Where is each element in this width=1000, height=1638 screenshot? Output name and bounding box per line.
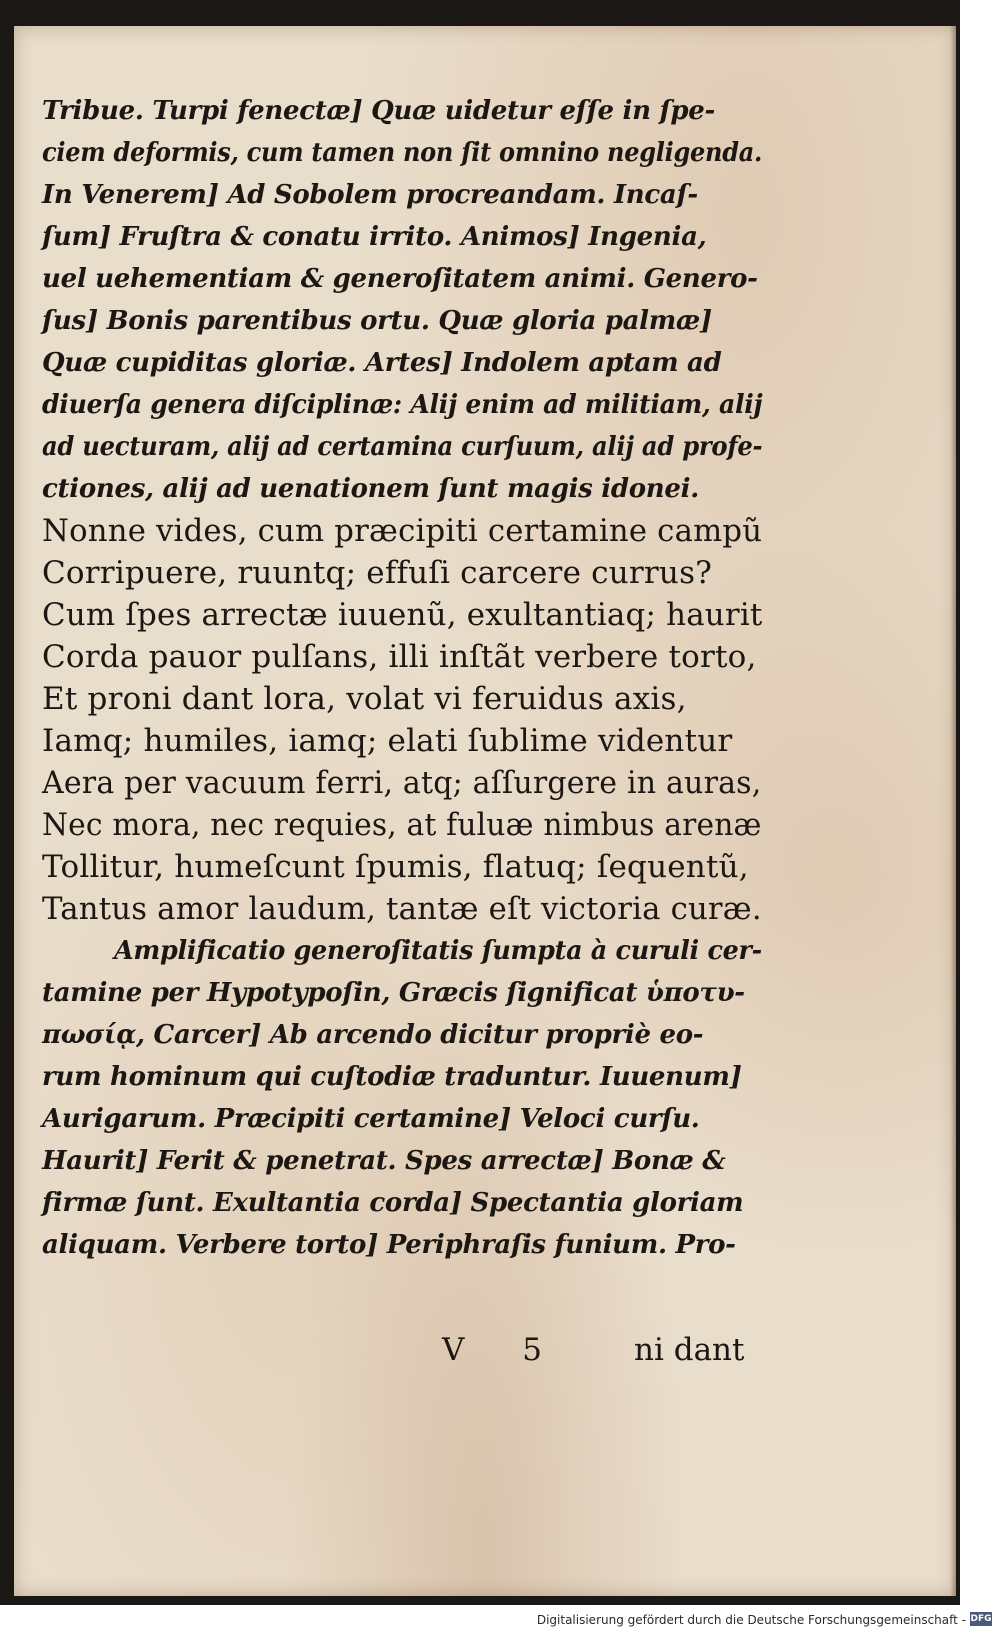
signature-mark: V 5 (442, 1332, 566, 1368)
text-line: tamine per Hypotypoſin, Græcis ſignificat ὑποτυ- (42, 978, 745, 1008)
text-line: Haurit] Ferit & penetrat. Spes arrectæ] Bonæ & (42, 1146, 726, 1176)
text-line: Quæ cupiditas gloriæ. Artes] Indolem aptam ad (42, 348, 722, 378)
text-line: firmæ ſunt. Exultantia corda] Spectantia gloriam (42, 1188, 744, 1218)
verse-line: Corda pauor pulſans, illi inſtãt verbere torto, (42, 639, 757, 675)
page-edge-shadow (950, 26, 956, 1596)
dfg-logo: DFG (970, 1614, 992, 1624)
text-line: uel uehementiam & generoſitatem animi. Genero- (42, 264, 758, 294)
verse-line: Nonne vides, cum præcipiti certamine campũ (42, 513, 763, 549)
book-page (14, 26, 956, 1596)
verse-line: Et proni dant lora, volat vi feruidus axis, (42, 681, 687, 717)
verse-line: Tantus amor laudum, tantæ eſt victoria curæ. (42, 891, 762, 927)
text-line: aliquam. Verbere torto] Periphraſis funium. Pro- (42, 1230, 736, 1260)
verse-line: Iamq; humiles, iamq; elati ſublime videntur (42, 723, 733, 759)
funding-credit: Digitalisierung gefördert durch die Deutsche Forschungsgemeinschaft - (536, 1613, 966, 1627)
text-line: In Venerem] Ad Sobolem procreandam. Incaſ- (42, 180, 698, 210)
catchword: ni dant (634, 1332, 745, 1368)
text-line: ſum] Fruſtra & conatu irrito. Animos] Ingenia, (42, 222, 707, 252)
verse-line: Nec mora, nec requies, at fuluæ nimbus arenæ (42, 807, 762, 843)
text-line: Aurigarum. Præcipiti certamine] Veloci curſu. (42, 1104, 700, 1134)
text-line: ad uecturam, alij ad certamina curſuum, alij ad profe- (42, 432, 763, 462)
text-line: rum hominum qui cuſtodiæ traduntur. Iuuenum] (42, 1062, 742, 1092)
verse-line: Tollitur, humeſcunt ſpumis, flatuq; ſequentũ, (42, 849, 749, 885)
footer-bar (0, 1605, 1000, 1638)
verse-line: Aera per vacuum ferri, atq; aſſurgere in auras, (42, 765, 762, 801)
text-line: πωσίᾳ, Carcer] Ab arcendo dicitur propriè eo- (42, 1020, 704, 1050)
text-line: Tribue. Turpi fenectæ] Quæ uidetur eſſe in ſpe- (42, 96, 715, 126)
text-line: ctiones, alij ad uenationem ſunt magis idonei. (42, 474, 699, 504)
text-line: diuerſa genera diſciplinæ: Alij enim ad militiam, alij (42, 390, 763, 420)
text-line: Amplificatio generoſitatis ſumpta à curuli cer- (114, 936, 762, 966)
text-line: ſus] Bonis parentibus ortu. Quæ gloria palmæ] (42, 306, 712, 336)
verse-line: Corripuere, ruuntq; effuſi carcere currus? (42, 555, 713, 591)
verse-line: Cum ſpes arrectæ iuuenũ, exultantiaq; haurit (42, 597, 763, 633)
text-line: ciem deformis, cum tamen non ſit omnino negligenda. (42, 138, 763, 168)
